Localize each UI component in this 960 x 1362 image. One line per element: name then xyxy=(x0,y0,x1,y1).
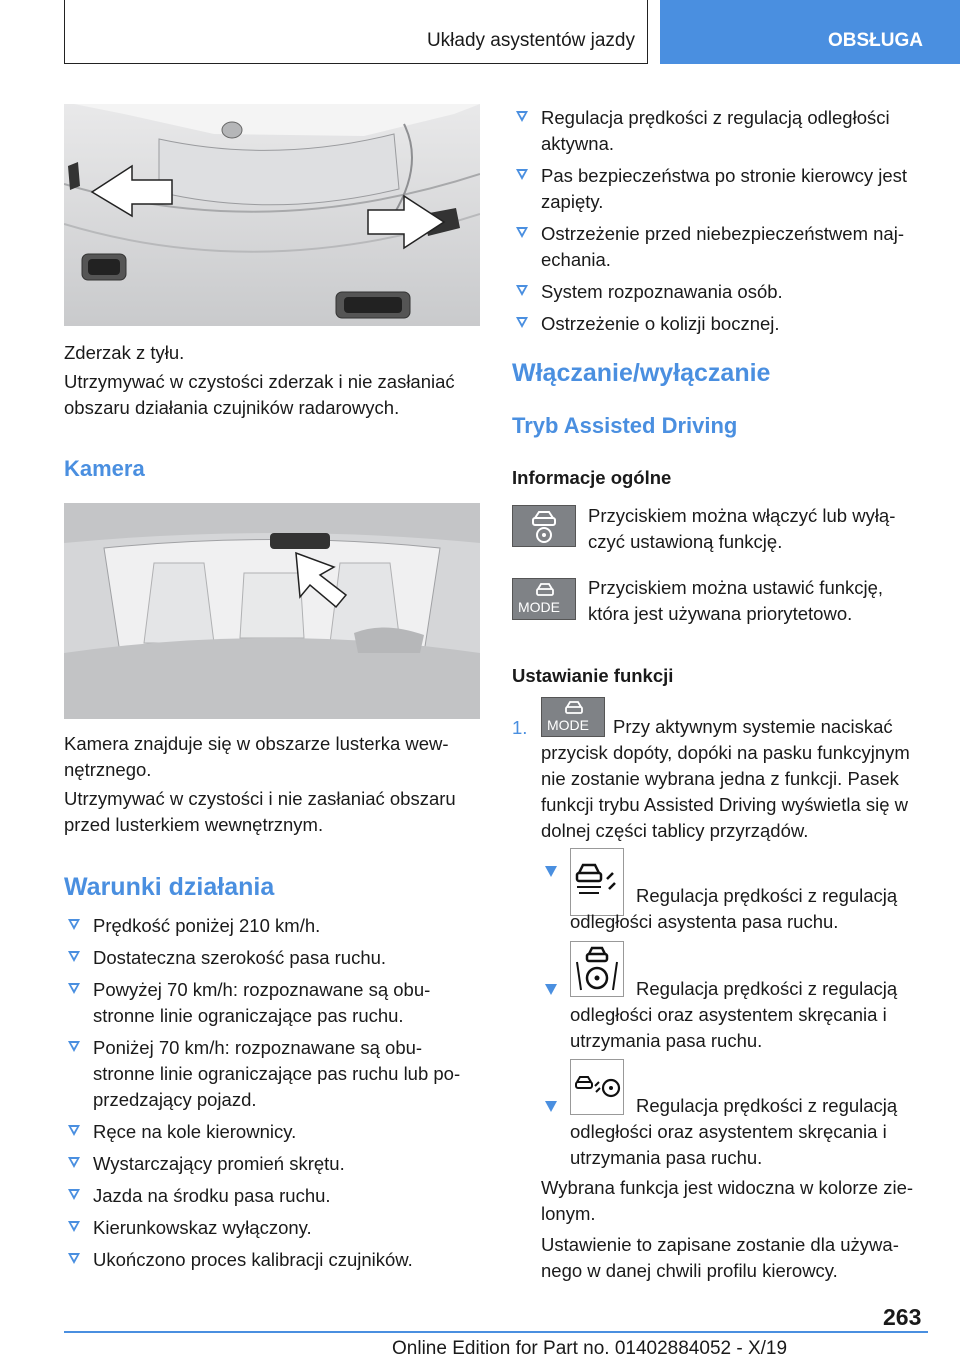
list-item: System rozpoznawania osób. xyxy=(512,279,928,305)
camera-heading: Kamera xyxy=(64,456,145,481)
saved-text: Ustawienie to zapisane zostanie dla używa‐nego w danej chwili profilu kierowcy. xyxy=(541,1234,899,1281)
list-item: Ręce na kole kierownicy. xyxy=(64,1119,480,1145)
camera-mirror-image xyxy=(64,503,480,719)
list-item: Powyżej 70 km/h: rozpoznawane są obu‐stronne linie ograniczające pas ruchu. xyxy=(64,977,480,1029)
triangle-bullet-icon xyxy=(516,111,528,122)
list-item: Ostrzeżenie przed niebezpieczeństwem naj‐echania. xyxy=(512,221,928,273)
triangle-bullet-icon xyxy=(545,1101,557,1112)
triangle-bullet-icon xyxy=(516,317,528,328)
sub-item-text: Regulacja prędkości z regulacją odległości oraz asystentem skręcania i utrzymania pasa ruchu. xyxy=(570,1095,898,1168)
step-number: 1. xyxy=(512,717,528,738)
assisted-driving-icon xyxy=(513,506,575,546)
triangle-bullet-icon xyxy=(68,1041,80,1052)
sub-item-text: Regulacja prędkości z regulacją odległości asystenta pasa ruchu. xyxy=(570,885,898,932)
footer-divider xyxy=(64,1331,928,1333)
triangle-bullet-icon xyxy=(516,285,528,296)
camera-text: Utrzymywać w czystości i nie zasłaniać obszaru przed lusterkiem wewnętrznym. xyxy=(64,788,456,835)
requirements-list xyxy=(512,105,928,343)
list-item: Poniżej 70 km/h: rozpoznawane są obu‐stronne linie ograniczające pas ruchu lub po‐przedzający pojazd. xyxy=(64,1035,480,1113)
triangle-bullet-icon xyxy=(516,169,528,180)
assisted-driving-button-image xyxy=(512,505,576,547)
mode-heading: Tryb Assisted Driving xyxy=(512,413,738,438)
triangle-bullet-icon xyxy=(516,227,528,238)
list-item: Dostateczna szerokość pasa ruchu. xyxy=(64,945,480,971)
triangle-bullet-icon xyxy=(68,1221,80,1232)
triangle-bullet-icon xyxy=(545,866,557,877)
onoff-heading: Włączanie/wyłączanie xyxy=(512,359,771,387)
setting-heading: Ustawianie funkcji xyxy=(512,665,674,686)
list-item: Wystarczający promień skrętu. xyxy=(64,1151,480,1177)
running-header xyxy=(64,0,648,64)
section-title: Układy asystentów jazdy xyxy=(426,30,635,51)
btn2-text: Przyciskiem można ustawić funkcję, która jest używana priorytetowo. xyxy=(588,577,884,624)
conditions-heading: Warunki działania xyxy=(64,873,275,901)
list-item: Regulacja prędkości z regulacją odległości aktywna. xyxy=(512,105,928,157)
triangle-bullet-icon xyxy=(68,1253,80,1264)
mode-button-image xyxy=(512,578,576,620)
list-item: Prędkość poniżej 210 km/h. xyxy=(64,913,480,939)
car-icon xyxy=(535,582,555,598)
footer-edition: Online Edition for Part no. 01402884052 - X/19 xyxy=(392,1338,788,1359)
list-item: Pas bezpieczeństwa po stronie kierowcy jest zapięty. xyxy=(512,163,928,215)
sub-item-text: Regulacja prędkości z regulacją odległości oraz asystentem skręcania i utrzymania pasa ruchu. xyxy=(570,978,898,1051)
triangle-bullet-icon xyxy=(68,1125,80,1136)
mode-label: MODE xyxy=(547,717,589,733)
list-item: Ukończono proces kalibracji czujników. xyxy=(64,1247,480,1273)
mode-label: MODE xyxy=(518,599,560,615)
general-heading: Informacje ogólne xyxy=(512,467,672,488)
chapter-tab xyxy=(660,0,960,64)
triangle-bullet-icon xyxy=(545,984,557,995)
list-item: Jazda na środku pasa ruchu. xyxy=(64,1183,480,1209)
step-text: Przy aktywnym systemie naciskać przycisk dopóty, dopóki na pasku funkcyjnym nie zostanie wybrana jedna z funkcji. Pasek funkcji trybu Assisted Driving wyświetla się w dolnej części tablicy przyrządów. xyxy=(541,716,910,841)
rear-bumper-image xyxy=(64,104,480,326)
list-item: Ostrzeżenie o kolizji bocznej. xyxy=(512,311,928,337)
page-number: 263 xyxy=(883,1304,922,1330)
triangle-bullet-icon xyxy=(68,919,80,930)
triangle-bullet-icon xyxy=(68,951,80,962)
selected-text: Wybrana funkcja jest widoczna w kolorze zie‐lonym. xyxy=(541,1177,914,1224)
triangle-bullet-icon xyxy=(68,1189,80,1200)
camera-caption: Kamera znajduje się w obszarze lusterka wew‐nętrznego. xyxy=(64,733,449,780)
conditions-list xyxy=(64,913,480,1279)
btn1-text: Przyciskiem można włączyć lub wyłą‐czyć ustawioną funkcję. xyxy=(588,505,896,552)
list-item: Kierunkowskaz wyłączony. xyxy=(64,1215,480,1241)
triangle-bullet-icon xyxy=(68,1157,80,1168)
chapter-title: OBSŁUGA xyxy=(828,30,923,51)
bumper-text: Utrzymywać w czystości zderzak i nie zasłaniać obszaru działania czujników radarowych. xyxy=(64,371,455,418)
triangle-bullet-icon xyxy=(68,983,80,994)
bumper-caption: Zderzak z tyłu. xyxy=(64,342,185,363)
